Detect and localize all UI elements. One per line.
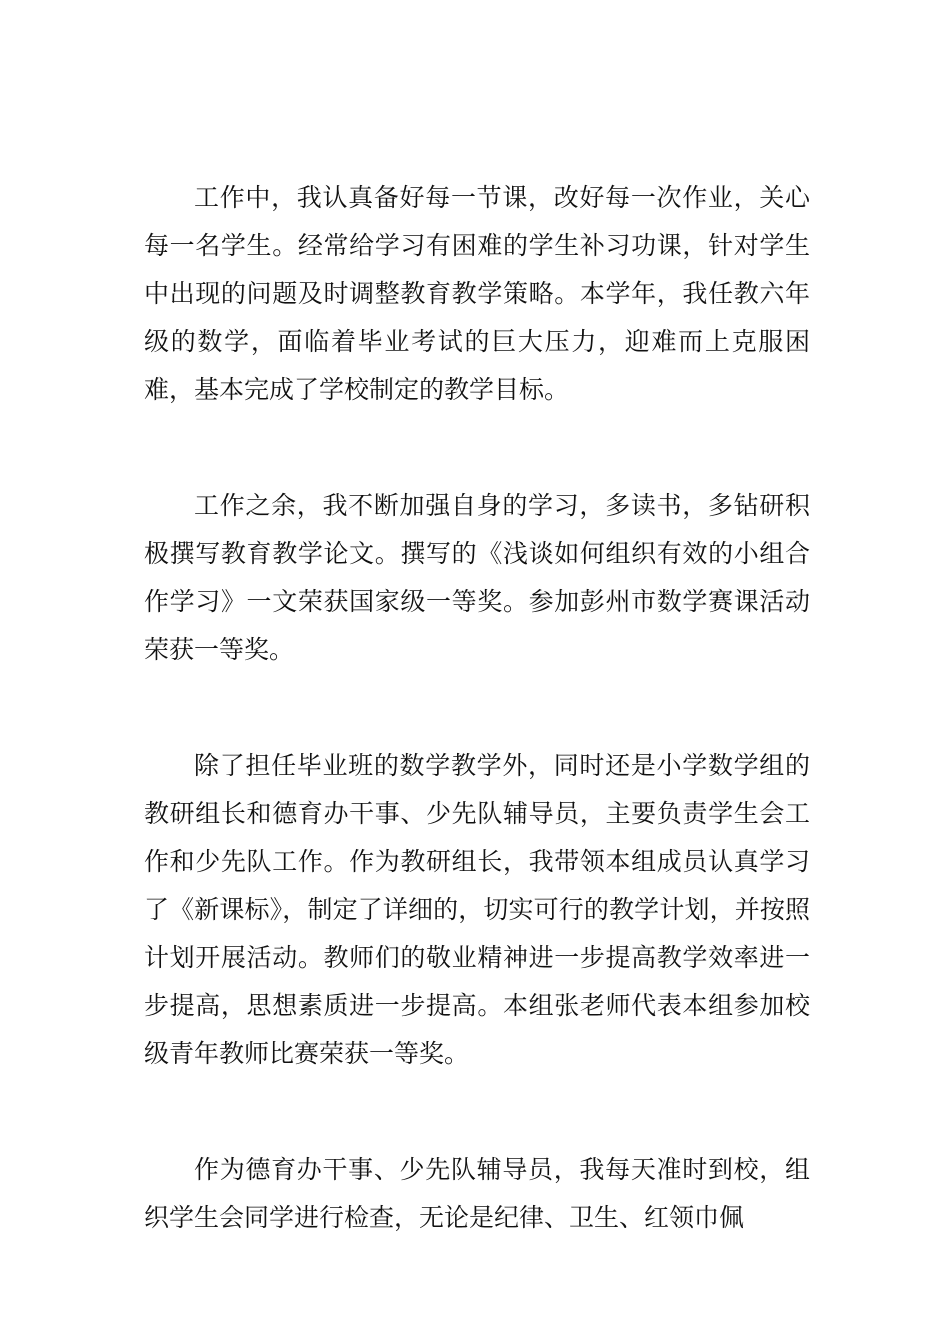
paragraph-moral-education: 作为德育办干事、少先队辅导员，我每天准时到校，组织学生会同学进行检查，无论是纪律、卫生、红领巾佩 <box>144 1155 810 1232</box>
paragraph-research-group: 除了担任毕业班的数学教学外，同时还是小学数学组的教研组长和德育办干事、少先队辅导员，主要负责学生会工作和少先队工作。作为教研组长，我带领本组成员认真学习了《新课标》，制定了详细的，切实可行的教学计划，并按照计划开展活动。教师们的敬业精神进一步提高教学效率进一步提高，思想素质进一步提高。本组张老师代表本组参加校级青年教师比赛荣获一等奖。 <box>144 751 810 1068</box>
paragraph-study: 工作之余，我不断加强自身的学习，多读书，多钻研积极撰写教育教学论文。撰写的《浅谈如何组织有效的小组合作学习》一文荣获国家级一等奖。参加彭州市数学赛课活动荣获一等奖。 <box>144 491 810 664</box>
document-body <box>144 174 810 1310</box>
paragraph-work: 工作中，我认真备好每一节课，改好每一次作业，关心每一名学生。经常给学习有困难的学生补习功课，针对学生中出现的问题及时调整教育教学策略。本学年，我任教六年级的数学，面临着毕业考试的巨大压力，迎难而上克服困难，基本完成了学校制定的教学目标。 <box>144 183 810 404</box>
